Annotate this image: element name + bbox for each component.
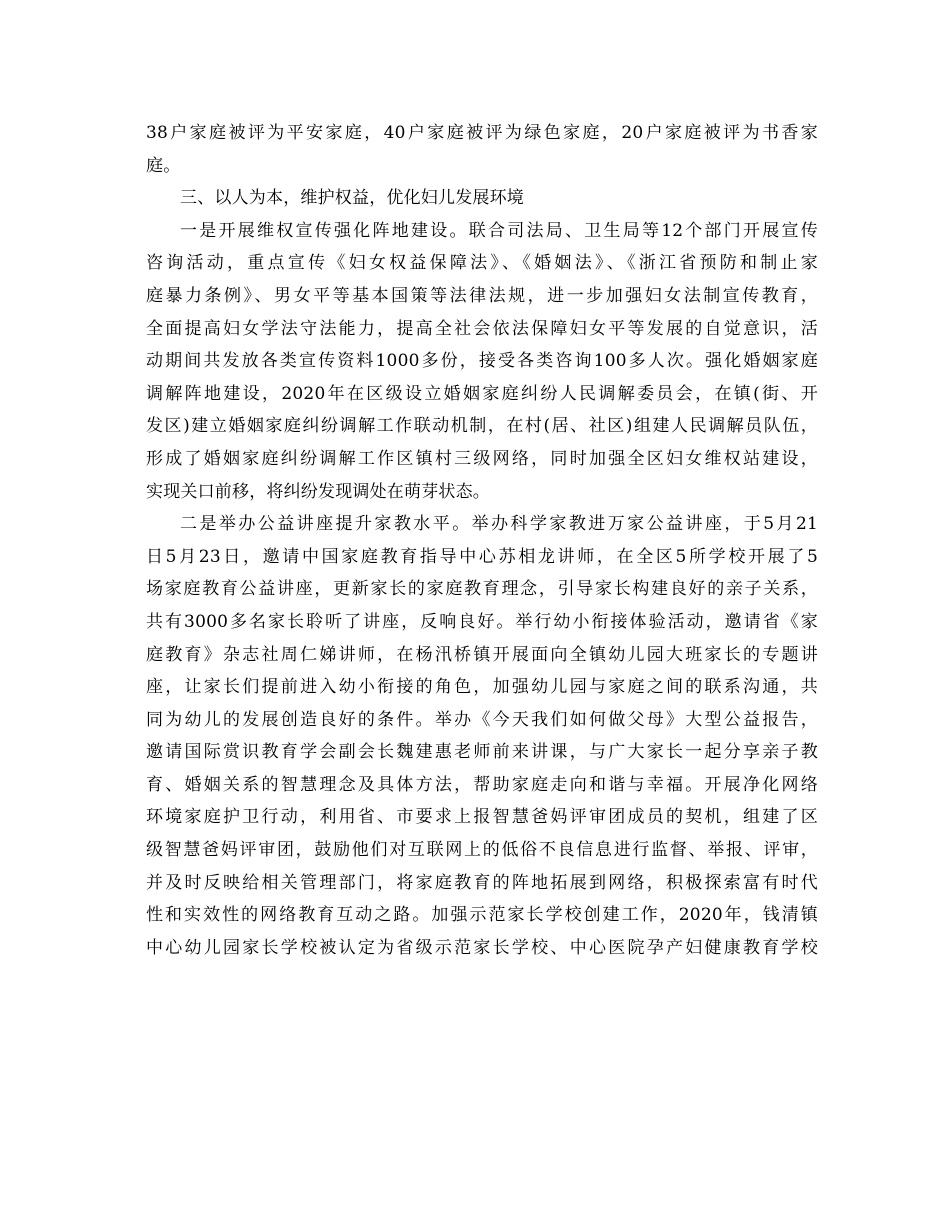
text-line: 育、婚姻关系的智慧理念及具体方法，帮助家庭走向和谐与幸福。开展净化网络 — [146, 774, 818, 795]
text-line: 三、以人为本，维护权益，优化妇儿发展环境 — [180, 188, 524, 209]
text-line: 级智慧爸妈评审团，鼓励他们对互联网上的低俗不良信息进行监督、举报、评审， — [146, 840, 818, 861]
text-line: 咨询活动，重点宣传《妇女权益保障法》、《婚姻法》、《浙江省预防和制止家 — [146, 253, 818, 274]
text-line: 并及时反映给相关管理部门，将家庭教育的阵地拓展到网络，积极探索富有时代 — [146, 872, 818, 893]
document-body — [146, 117, 818, 964]
text-line: 日5月23日，邀请中国家庭教育指导中心苏相龙讲师，在全区5所学校开展了5 — [146, 546, 818, 567]
text-line: 一是开展维权宣传强化阵地建设。联合司法局、卫生局等12个部门开展宣传 — [180, 220, 818, 241]
text-line: 共有3000多名家长聆听了讲座，反响良好。举行幼小衔接体验活动，邀请省《家 — [146, 611, 818, 632]
text-line: 庭。 — [146, 155, 181, 176]
text-line: 性和实效性的网络教育互动之路。加强示范家长学校创建工作，2020年，钱清镇 — [146, 905, 818, 926]
text-line: 同为幼儿的发展创造良好的条件。举办《今天我们如何做父母》大型公益报告， — [146, 709, 818, 730]
text-line: 环境家庭护卫行动，利用省、市要求上报智慧爸妈评审团成员的契机，组建了区 — [146, 807, 818, 828]
text-line: 实现关口前移，将纠纷发现调处在萌芽状态。 — [146, 481, 490, 502]
text-line: 动期间共发放各类宣传资料1000多份，接受各类咨询100多人次。强化婚姻家庭 — [146, 351, 818, 372]
text-line: 邀请国际赏识教育学会副会长魏建惠老师前来讲课，与广大家长一起分享亲子教 — [146, 742, 818, 763]
text-line: 发区)建立婚姻家庭纠纷调解工作联动机制，在村(居、社区)组建人民调解员队伍， — [146, 416, 818, 437]
text-line: 全面提高妇女学法守法能力，提高全社会依法保障妇女平等发展的自觉意识，活 — [146, 318, 818, 339]
text-line: 庭教育》杂志社周仁娣讲师，在杨汛桥镇开展面向全镇幼儿园大班家长的专题讲 — [146, 644, 818, 665]
text-line: 场家庭教育公益讲座，更新家长的家庭教育理念，引导家长构建良好的亲子关系， — [146, 579, 818, 600]
text-line: 座，让家长们提前进入幼小衔接的角色，加强幼儿园与家庭之间的联系沟通，共 — [146, 677, 818, 698]
text-line: 形成了婚姻家庭纠纷调解工作区镇村三级网络，同时加强全区妇女维权站建设， — [146, 448, 818, 469]
text-line: 38户家庭被评为平安家庭，40户家庭被评为绿色家庭，20户家庭被评为书香家 — [146, 123, 818, 143]
text-line: 调解阵地建设，2020年在区级设立婚姻家庭纠纷人民调解委员会，在镇(街、开 — [146, 383, 818, 404]
text-line: 庭暴力条例》、男女平等基本国策等法律法规，进一步加强妇女法制宣传教育， — [146, 285, 818, 306]
text-line: 中心幼儿园家长学校被认定为省级示范家长学校、中心医院孕产妇健康教育学校 — [146, 937, 818, 958]
text-line: 二是举办公益讲座提升家教水平。举办科学家教进万家公益讲座，于5月21 — [180, 514, 818, 535]
